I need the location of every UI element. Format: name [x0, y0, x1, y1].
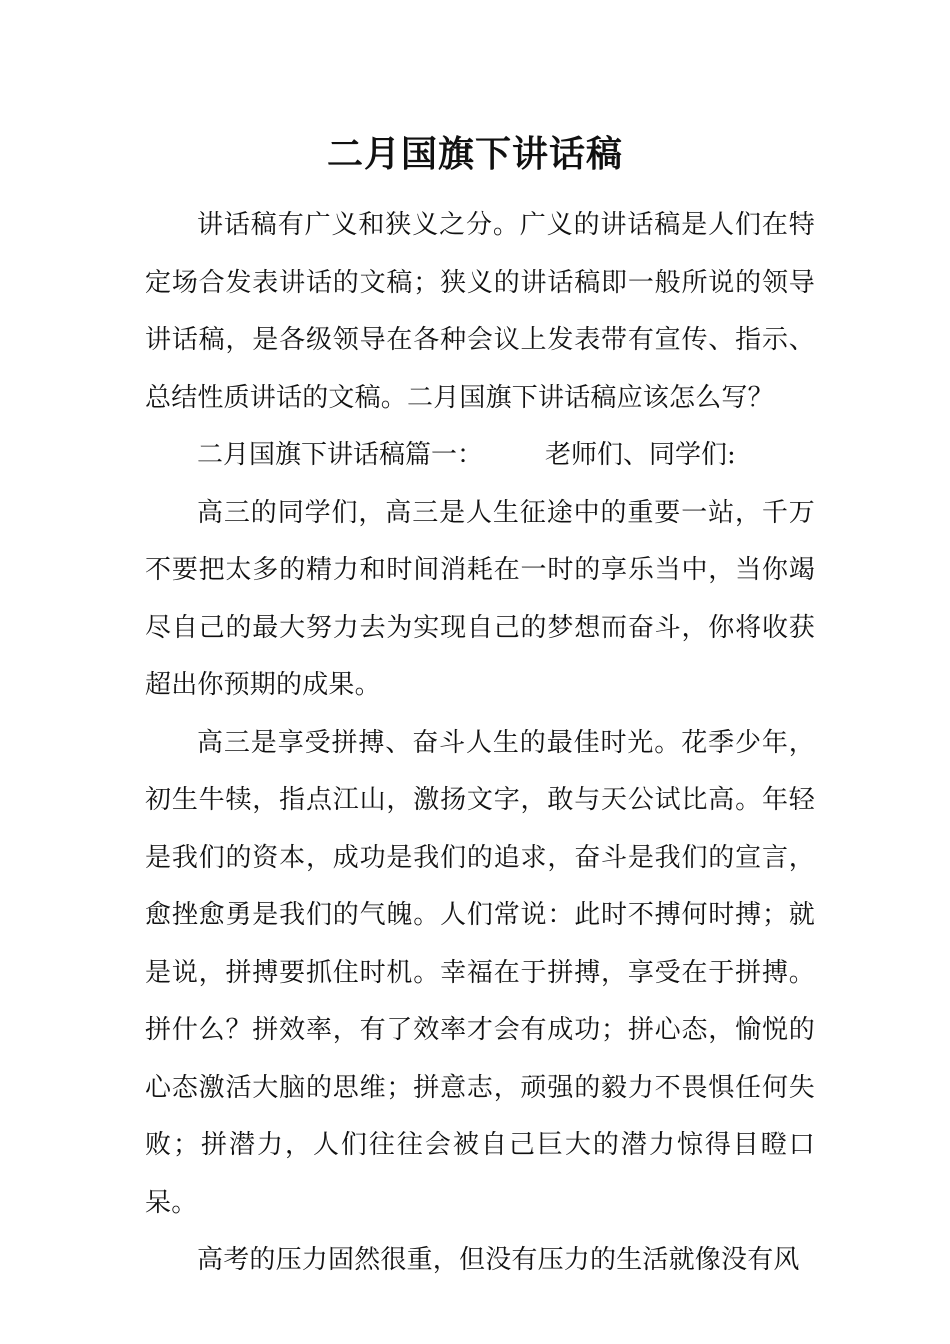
body-paragraph-3: 高考的压力固然很重，但没有压力的生活就像没有风: [197, 1245, 800, 1275]
document-title: 二月国旗下讲话稿: [326, 133, 623, 175]
section-heading-line: [145, 427, 815, 485]
body-paragraph-2: 高三是享受拼搏、奋斗人生的最佳时光。花季少年，初生牛犊，指点江山，激扬文字，敢与天公试比高。年轻是我们的资本，成功是我们的追求，奋斗是我们的宣言，愈挫愈勇是我们的气魄。人们常说：此时不搏何时搏；就是说，拼搏要抓住时机。幸福在于拼搏，享受在于拼搏。拼什么？拼效率，有了效率才会有成功；拼心态，愉悦的心态激活大脑的思维；拼意志，顽强的毅力不畏惧任何失败；拼潜力，人们往往会被自己巨大的潜力惊得目瞪口呆。: [145, 727, 815, 1218]
salutation: 老师们、同学们:: [545, 440, 736, 470]
document-body: [145, 197, 815, 1290]
section-heading: 二月国旗下讲话稿篇一：: [197, 440, 484, 470]
body-paragraph-1: 高三的同学们，高三是人生征途中的重要一站，千万不要把太多的精力和时间消耗在一时的享乐当中，当你竭尽自己的最大努力去为实现自己的梦想而奋斗，你将收获超出你预期的成果。: [145, 497, 815, 700]
intro-paragraph: 讲话稿有广义和狭义之分。广义的讲话稿是人们在特定场合发表讲话的文稿；狭义的讲话稿即一般所说的领导讲话稿，是各级领导在各种会议上发表带有宣传、指示、总结性质讲话的文稿。二月国旗下讲话稿应该怎么写？: [145, 210, 815, 413]
